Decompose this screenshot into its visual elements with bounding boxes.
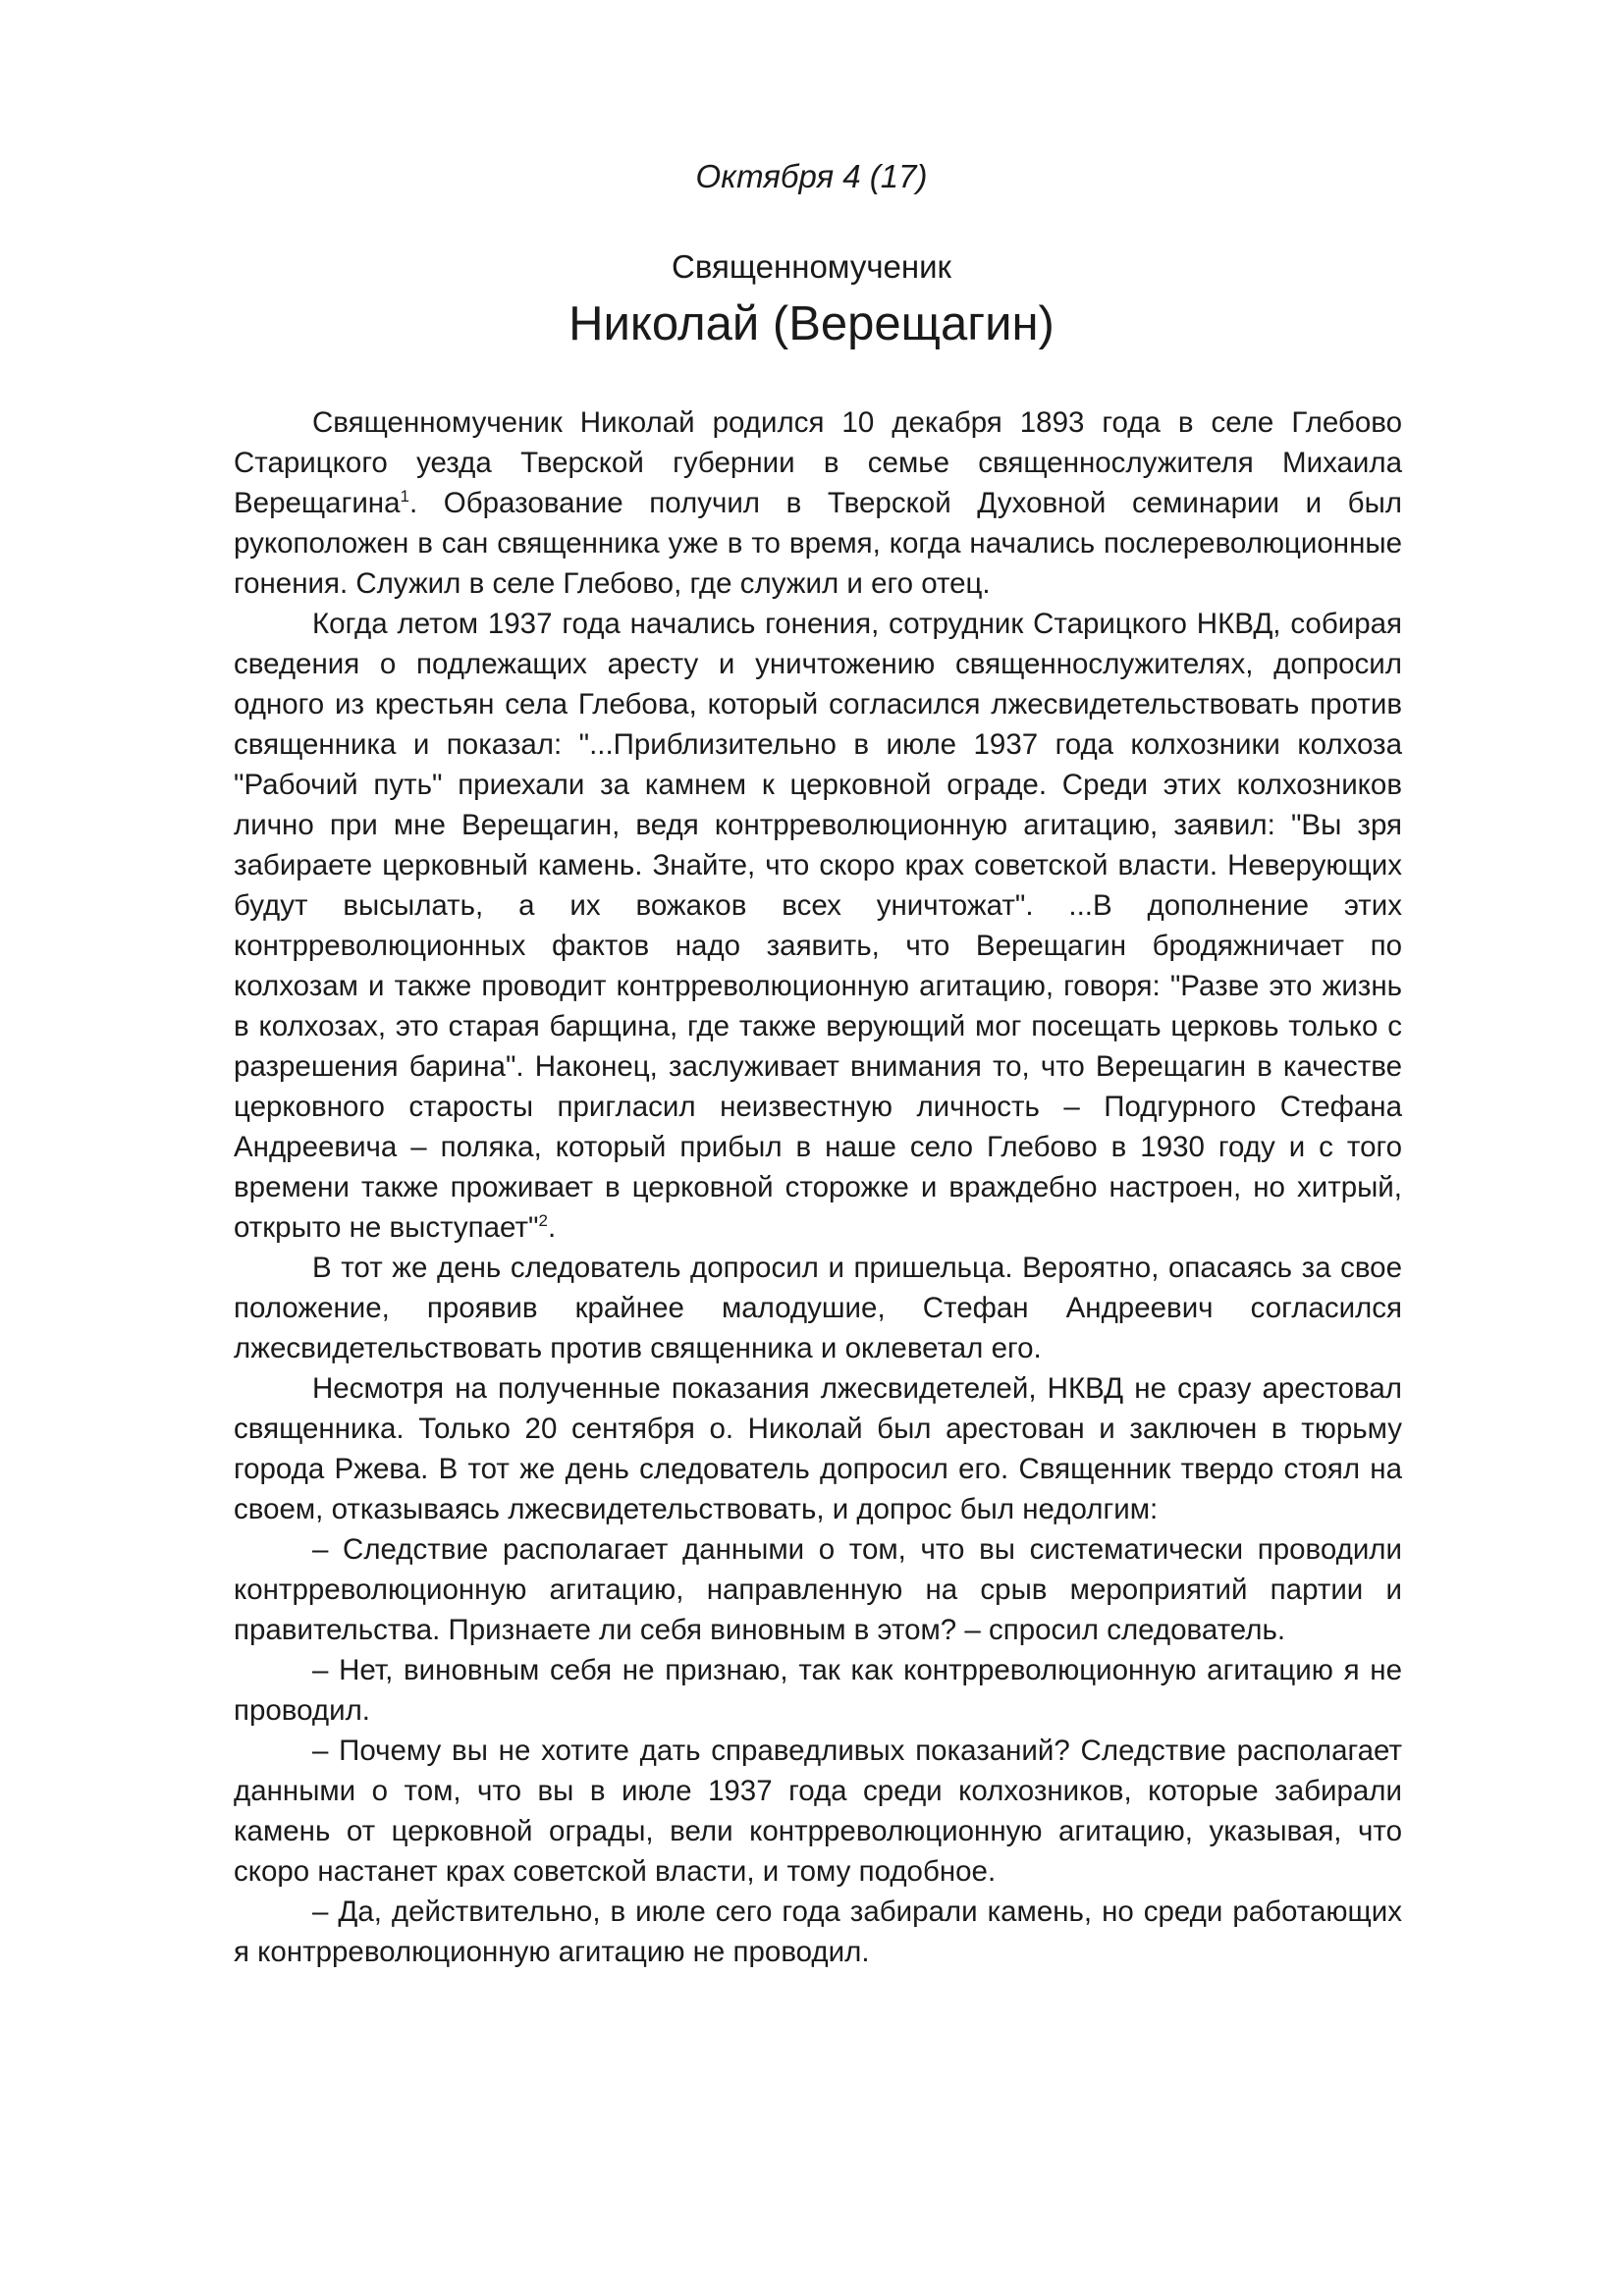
- paragraph: [234, 1248, 1402, 1368]
- paragraph-text: – Почему вы не хотите дать справедливых показаний? Следствие располагает данными о том, что вы в июле 1937 года среди колхозников, которые забирали камень от церковной ограды, вели контрреволюционную агитацию, указывая, что скоро настанет крах советской власти, и тому подобное.: [234, 1735, 1402, 1888]
- paragraph-text: – Следствие располагает данными о том, что вы систематически проводили контрреволюционную агитацию, направленную на срыв мероприятий партии и правительства. Признаете ли себя виновным в этом? – спросил следователь.: [234, 1533, 1402, 1646]
- paragraph: [234, 402, 1402, 604]
- dialogue-paragraph: [234, 1731, 1402, 1892]
- paragraph-text-continued: . Образование получил в Тверской Духовной семинарии и был рукоположен в сан священника уже в то время, когда начались послереволюционные гонения. Служил в селе Глебово, где служил и его отец.: [234, 487, 1402, 600]
- saint-rank: Священномученик: [672, 248, 951, 285]
- body-text: [234, 402, 1402, 1972]
- dialogue-paragraph: [234, 1650, 1402, 1731]
- paragraph-text: – Нет, виновным себя не признаю, так как контрреволюционную агитацию я не проводил.: [234, 1654, 1402, 1727]
- dialogue-paragraph: [234, 1529, 1402, 1650]
- saint-name: Николай (Верещагин): [568, 297, 1055, 350]
- feast-date: Октября 4 (17): [695, 158, 928, 194]
- dialogue-paragraph: [234, 1892, 1402, 1972]
- paragraph-text: В тот же день следователь допросил и пришельца. Вероятно, опасаясь за свое положение, проявив крайнее малодушие, Стефан Андреевич согласился лжесвидетельствовать против священника и оклеветал его.: [234, 1252, 1402, 1364]
- paragraph-text: Священномученик Николай родился 10 декабря 1893 года в селе Глебово Старицкого уезда Тверской губернии в семье священнослужителя Михаила Верещагина: [234, 406, 1402, 519]
- paragraph-text-continued: .: [547, 1211, 557, 1244]
- paragraph-text: Несмотря на полученные показания лжесвидетелей, НКВД не сразу арестовал священника. Только 20 сентября о. Николай был арестован и заключен в тюрьму города Ржева. В тот же день следователь допросил его. Священник твердо стоял на своем, отказываясь лжесвидетельствовать, и допрос был недолгим:: [234, 1372, 1402, 1525]
- footnote-ref[interactable]: 2: [538, 1211, 548, 1231]
- paragraph: [234, 1368, 1402, 1529]
- paragraph-text: – Да, действительно, в июле сего года забирали камень, но среди работающих я контрреволюционную агитацию не проводил.: [234, 1896, 1402, 1968]
- footnote-ref[interactable]: 1: [400, 487, 409, 507]
- paragraph-text: Когда летом 1937 года начались гонения, сотрудник Старицкого НКВД, собирая сведения о подлежащих аресту и уничтожению священнослужителях, допросил одного из крестьян села Глебова, который согласился лжесвидетельствовать против священника и показал: "...Приблизительно в июле 1937 года колхозники колхоза "Рабочий путь" приехали за камнем к церковной ограде. Среди этих колхозников лично при мне Верещагин, ведя контрреволюционную агитацию, заявил: "Вы зря забираете церковный камень. Знайте, что скоро крах советской власти. Неверующих будут высылать, а их вожаков всех уничтожат". ...В дополнение этих контрреволюционных фактов надо заявить, что Верещагин бродяжничает по колхозам и также проводит контрреволюционную агитацию, говоря: "Разве это жизнь в колхозах, это старая барщина, где также верующий мог посещать церковь только с разрешения барина". Наконец, заслуживает внимания то, что Верещагин в качестве церковного старосты пригласил неизвестную личность – Подгурного Стефана Андреевича – поляка, который прибыл в наше село Глебово в 1930 году и с того времени также проживает в церковной сторожке и враждебно настроен, но хитрый, открыто не выступает": [234, 608, 1402, 1244]
- paragraph: [234, 604, 1402, 1248]
